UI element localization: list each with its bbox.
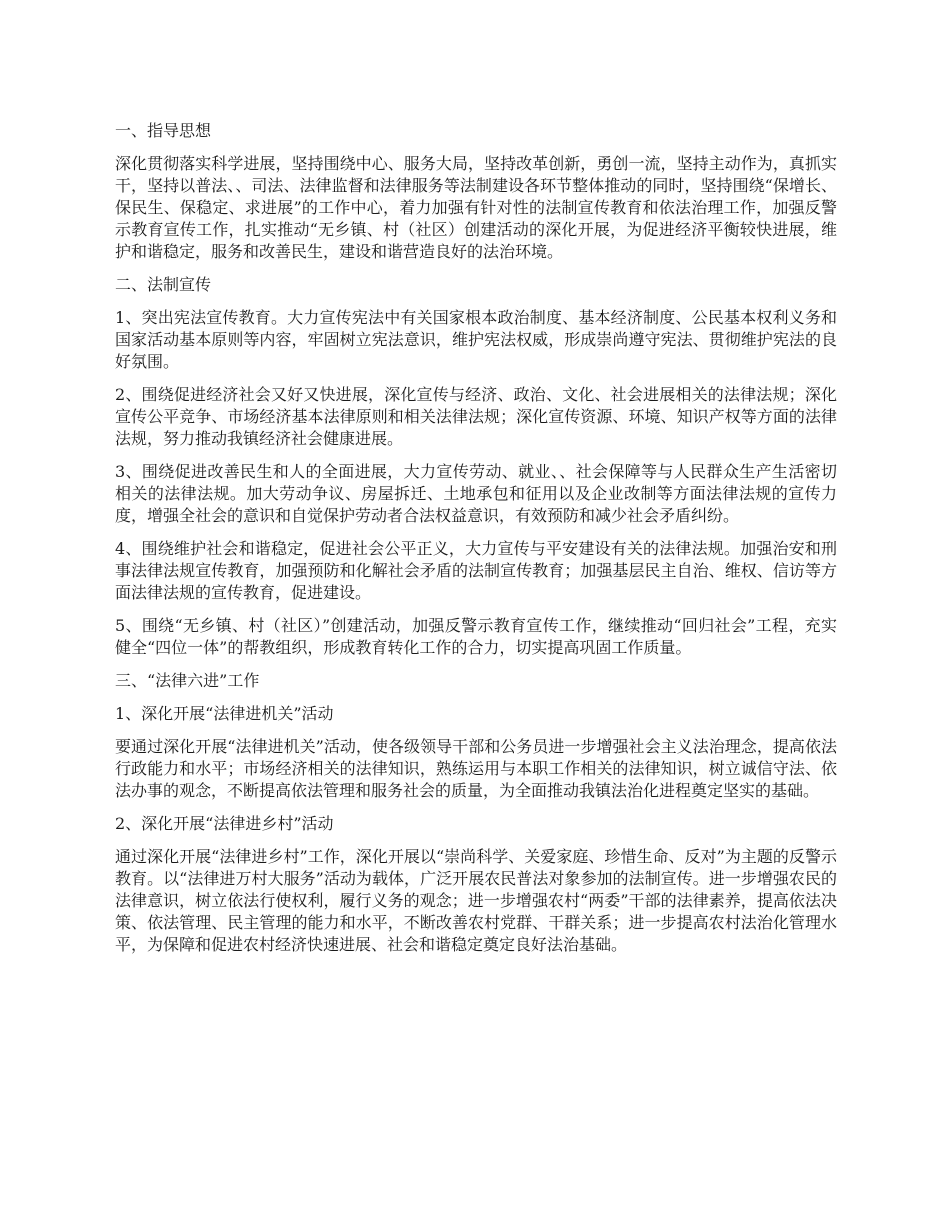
paragraph-social-stability: 4、围绕维护社会和谐稳定，促进社会公平正义，大力宣传与平安建设有关的法律法规。加强治安和刑事法律法规宣传教育，加强预防和化解社会矛盾的法制宣传教育；加强基层民主自治、维权、信访等方面法律法规的宣传教育，促进建设。 [115, 539, 837, 602]
section-heading-guiding-thought: 一、指导思想 [115, 121, 212, 140]
subheading-law-into-villages: 2、深化开展“法律进乡村”活动 [115, 814, 334, 833]
paragraph-guiding-thought: 深化贯彻落实科学进展，坚持围绕中心、服务大局，坚持改革创新，勇创一流，坚持主动作为，真抓实干，坚持以普法、、司法、法律监督和法律服务等法制建设各环节整体推动的同时，坚持围绕“保增长、保民生、保稳定、求进展”的工作中心，着力加强有针对性的法制宣传教育和依法治理工作，加强反警示教育宣传工作，扎实推动“无乡镇、村（社区）创建活动的深化开展，为促进经济平衡较快进展，维护和谐稳定，服务和改善民生，建设和谐营造良好的法治环境。 [115, 154, 837, 261]
section-heading-legal-publicity: 二、法制宣传 [115, 275, 212, 294]
section-heading-six-entries: 三、“法律六进”工作 [115, 671, 260, 690]
document-page [115, 120, 837, 967]
paragraph-law-into-organs: 要通过深化开展“法律进机关”活动，使各级领导干部和公务员进一步增强社会主义法治理念，提高依法行政能力和水平；市场经济相关的法律知识，熟练运用与本职工作相关的法律知识，树立诚信守法、依法办事的观念，不断提高依法管理和服务社会的质量，为全面推动我镇法治化进程奠定坚实的基础。 [115, 737, 837, 800]
paragraph-livelihood: 3、围绕促进改善民生和人的全面进展，大力宣传劳动、就业、、社会保障等与人民群众生产生活密切相关的法律法规。加大劳动争议、房屋拆迁、土地承包和征用以及企业改制等方面法律法规的宣传力度，增强全社会的意识和自觉保护劳动者合法权益意识，有效预防和减少社会矛盾纠纷。 [115, 462, 837, 525]
paragraph-economic-development: 2、围绕促进经济社会又好又快进展，深化宣传与经济、政治、文化、社会进展相关的法律法规；深化宣传公平竞争、市场经济基本法律原则和相关法律法规；深化宣传资源、环境、知识产权等方面的法律法规，努力推动我镇经济社会健康进展。 [115, 385, 837, 448]
paragraph-constitution-education: 1、突出宪法宣传教育。大力宣传宪法中有关国家根本政治制度、基本经济制度、公民基本权利义务和国家活动基本原则等内容，牢固树立宪法意识，维护宪法权威，形成崇尚遵守宪法、贯彻维护宪法的良好氛围。 [115, 308, 837, 371]
paragraph-warning-education: 5、围绕“无乡镇、村（社区）”创建活动，加强反警示教育宣传工作，继续推动“回归社会”工程，充实健全“四位一体”的帮教组织，形成教育转化工作的合力，切实提高巩固工作质量。 [115, 616, 837, 657]
paragraph-law-into-villages: 通过深化开展“法律进乡村”工作，深化开展以“崇尚科学、关爱家庭、珍惜生命、反对”为主题的反警示教育。以“法律进万村大服务”活动为载体，广泛开展农民普法对象参加的法制宣传。进一步增强农民的法律意识，树立依法行使权利，履行义务的观念；进一步增强农村“两委”干部的法律素养，提高依法决策、依法管理、民主管理的能力和水平，不断改善农村党群、干群关系；进一步提高农村法治化管理水平，为保障和促进农村经济快速进展、社会和谐稳定奠定良好法治基础。 [115, 847, 837, 954]
subheading-law-into-organs: 1、深化开展“法律进机关”活动 [115, 704, 334, 723]
